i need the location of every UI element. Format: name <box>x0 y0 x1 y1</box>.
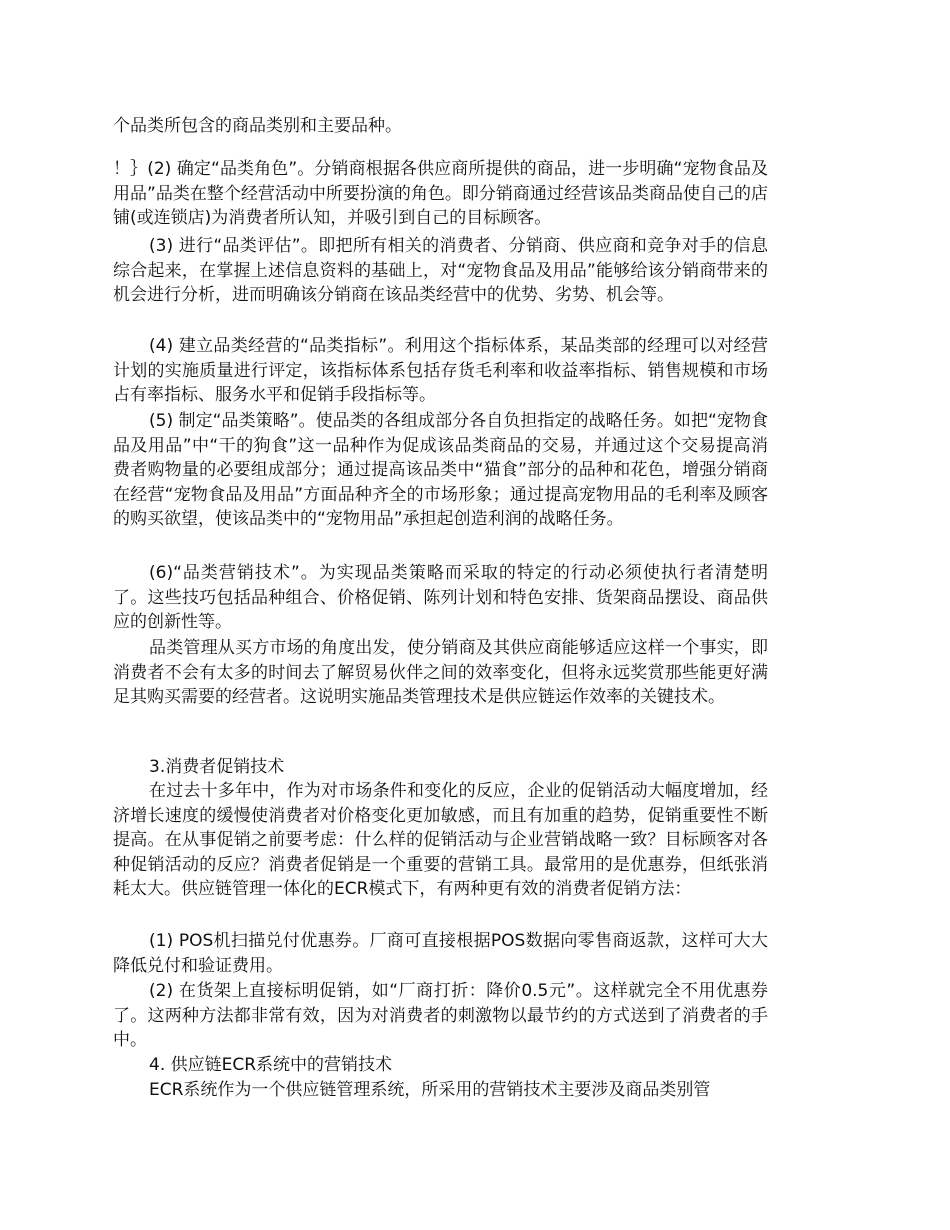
section-heading-consumer-promotion: 3.消费者促销技术 <box>149 757 285 777</box>
paragraph-category-role: ！｝(2) 确定“品类角色”。分销商根据各供应商所提供的商品，进一步明确“宠物食品及用品”品类在整个经营活动中所要扮演的角色。即分销商通过经营该品类商品使自己的店铺(或连锁店)为消费者所认知，并吸引到自己的目标顾客。 <box>113 159 768 228</box>
paragraph-shelf-promotion: (2) 在货架上直接标明促销，如“厂商打折：降价0.5元”。这样就完全不用优惠券了。这两种方法都非常有效，因为对消费者的刺激物以最节约的方式送到了消费者的手中。 <box>113 981 768 1050</box>
paragraph-pos-coupon: (1) POS机扫描兑付优惠券。厂商可直接根据POS数据向零售商返款，这样可大大降低兑付和验证费用。 <box>113 931 768 976</box>
paragraph-category-indicators: (4) 建立品类经营的“品类指标”。利用这个指标体系，某品类部的经理可以对经营计划的实施质量进行评定，该指标体系包括存货毛利率和收益率指标、销售规模和市场占有率指标、服务水平和促销手段指标等。 <box>113 336 768 405</box>
section-heading-ecr-marketing: 4. 供应链ECR系统中的营销技术 <box>149 1055 393 1075</box>
paragraph-category-evaluation: (3) 进行“品类评估”。即把所有相关的消费者、分销商、供应商和竞争对手的信息综合起来，在掌握上述信息资料的基础上，对“宠物食品及用品”能够给该分销商带来的机会进行分析，进而明确该分销商在该品类经营中的优势、劣势、机会等。 <box>113 236 768 305</box>
paragraph-ecr-system: ECR系统作为一个供应链管理系统，所采用的营销技术主要涉及商品类别管 <box>149 1080 711 1100</box>
paragraph-continuation: 个品类所包含的商品类别和主要品种。 <box>113 116 402 136</box>
paragraph-category-strategy: (5) 制定“品类策略”。使品类的各组成部分各自负担指定的战略任务。如把“宠物食品及用品”中“干的狗食”这一品种作为促成该品类商品的交易，并通过这个交易提高消费者购物量的必要组成部分；通过提高该品类中“猫食”部分的品种和花色，增强分销商在经营“宠物食品及用品”方面品种齐全的市场形象；通过提高宠物用品的毛利率及顾客的购买欲望，使该品类中的“宠物用品”承担起创造利润的战略任务。 <box>113 411 768 529</box>
paragraph-category-marketing: (6)“品类营销技术”。为实现品类策略而采取的特定的行动必须使执行者清楚明了。这些技巧包括品种组合、价格促销、陈列计划和特色安排、货架商品摆设、商品供应的创新性等。 <box>113 563 768 632</box>
paragraph-consumer-promotion: 在过去十多年中，作为对市场条件和变化的反应，企业的促销活动大幅度增加，经济增长速度的缓慢使消费者对价格变化更加敏感，而且有加重的趋势，促销重要性不断提高。在从事促销之前要考虑：什么样的促销活动与企业营销战略一致？目标顾客对各种促销活动的反应？消费者促销是一个重要的营销工具。最常用的是优惠券，但纸张消耗太大。供应链管理一体化的ECR模式下，有两种更有效的消费者促销方法： <box>113 781 768 899</box>
paragraph-category-management: 品类管理从买方市场的角度出发，使分销商及其供应商能够适应这样一个事实，即消费者不会有太多的时间去了解贸易伙伴之间的效率变化，但将永远奖赏那些能更好满足其购买需要的经营者。这说明实施品类管理技术是供应链运作效率的关键技术。 <box>113 638 768 707</box>
